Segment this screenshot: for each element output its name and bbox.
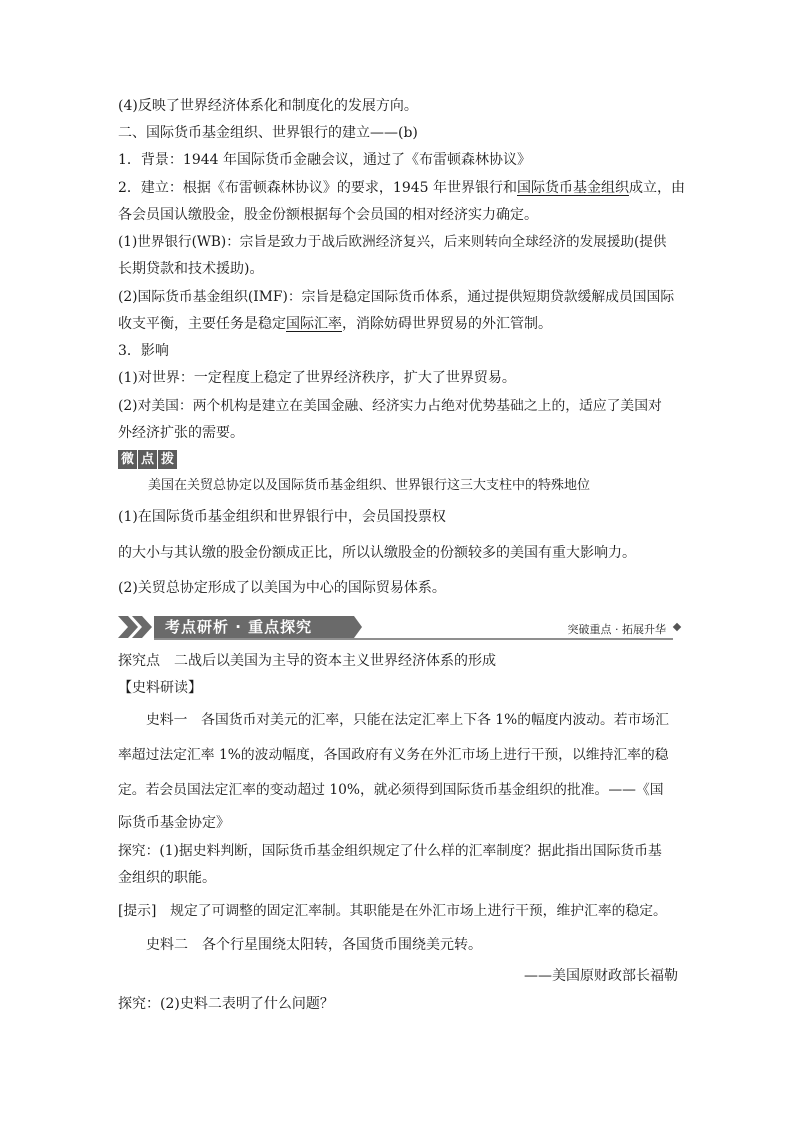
- source-text: 史料一 各国货币对美元的汇率，只能在法定汇率上下各 1%的幅度内波动。若市场汇: [146, 712, 669, 728]
- question-text: 探究：(1)据史料判断，国际货币基金组织规定了什么样的汇率制度？据此指出国际货币基: [118, 843, 662, 859]
- text-line: 3．影响: [118, 343, 169, 359]
- reading-heading: 【史料研读】: [118, 680, 202, 696]
- section-banner: [118, 612, 680, 642]
- text-line: [118, 314, 678, 334]
- source-text: 率超过法定汇率 1%的波动幅度，各国政府有义务在外汇市场上进行干预，以维持汇率的稳: [118, 747, 669, 763]
- source-attribution: ——美国原财政部长福勒: [524, 968, 678, 984]
- text-segment: ，消除妨碍世界贸易的外汇管制。: [342, 316, 552, 332]
- tip-label-char: 点: [138, 450, 157, 469]
- source-text: 史料二 各个行星围绕太阳转，各国货币围绕美元转。: [146, 937, 482, 953]
- tip-label-char: 微: [118, 450, 137, 469]
- text-line: (4)反映了世界经济体系化和制度化的发展方向。: [118, 98, 418, 114]
- hint-text: [提示] 规定了可调整的固定汇率制。其职能是在外汇市场上进行干预，维护汇率的稳定。: [118, 903, 667, 919]
- text-line: 各会员国认缴股金，股金份额根据每个会员国的相对经济实力确定。: [118, 207, 538, 223]
- banner-subtitle: 突破重点 · 拓展升华: [567, 623, 666, 636]
- explore-point: 探究点 二战后以美国为主导的资本主义世界经济体系的形成: [118, 653, 496, 669]
- text-line: (2)国际货币基金组织(IMF)：宗旨是稳定国际货币体系，通过提供短期贷款缓解成员国国际: [118, 289, 675, 305]
- tip-text: (2)关贸总协定形成了以美国为中心的国际贸易体系。: [118, 580, 446, 596]
- text-line: [118, 178, 685, 198]
- underlined-term: 国际汇率: [286, 316, 342, 332]
- text-line: 1．背景：1944 年国际货币金融会议，通过了《布雷顿森林协议》: [118, 152, 531, 168]
- text-line: (1)世界银行(WB)：宗旨是致力于战后欧洲经济复兴，后来则转向全球经济的发展援助(提供: [118, 234, 667, 250]
- text-line: (2)对美国：两个机构是建立在美国金融、经济实力占绝对优势基础之上的，适应了美国对: [118, 398, 662, 414]
- text-segment: 2．建立：根据《布雷顿森林协议》的要求，1945 年世界银行和: [118, 180, 517, 196]
- tip-label-char: 拨: [158, 450, 177, 469]
- banner-title: 考点研析 · 重点探究: [165, 618, 313, 636]
- question-text: 金组织的职能。: [118, 870, 216, 886]
- tip-title: 美国在关贸总协定以及国际货币基金组织、世界银行这三大支柱中的特殊地位: [148, 478, 591, 493]
- text-line: 外经济扩张的需要。: [118, 425, 244, 441]
- text-segment: 成立，由: [629, 180, 685, 196]
- tip-text: (1)在国际货币基金组织和世界银行中，会员国投票权: [118, 509, 446, 525]
- section-heading: 二、国际货币基金组织、世界银行的建立——(b): [118, 125, 418, 141]
- tip-label: [118, 450, 177, 469]
- question-text: 探究：(2)史料二表明了什么问题？: [118, 996, 334, 1012]
- tip-text: 的大小与其认缴的股金份额成正比，所以认缴股金的份额较多的美国有重大影响力。: [118, 545, 636, 561]
- text-segment: 收支平衡，主要任务是稳定: [118, 316, 286, 332]
- source-text: 定。若会员国法定汇率的变动超过 10%，就必须得到国际货币基金组织的批准。——《国: [118, 782, 664, 798]
- text-line: 长期贷款和技术援助)。: [118, 261, 264, 277]
- underlined-term: 国际货币基金组织: [517, 180, 629, 196]
- text-line: (1)对世界：一定程度上稳定了世界经济秩序，扩大了世界贸易。: [118, 370, 516, 386]
- source-text: 际货币基金协定》: [118, 815, 230, 831]
